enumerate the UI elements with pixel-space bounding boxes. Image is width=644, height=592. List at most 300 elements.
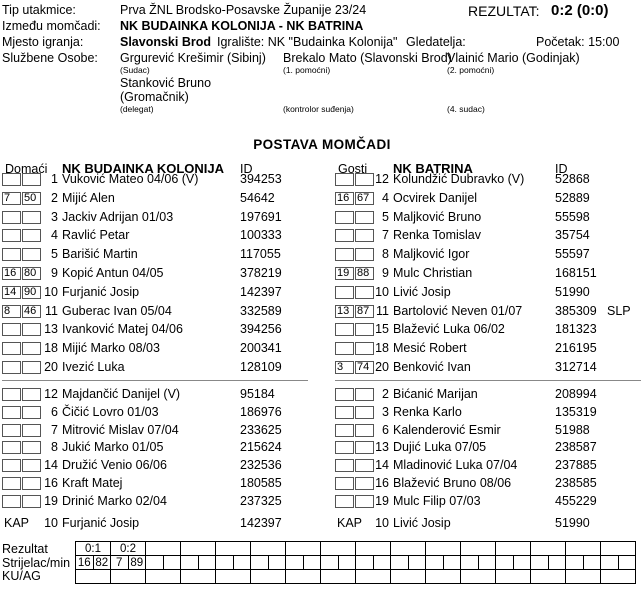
- sub-in-box: [335, 173, 354, 186]
- jersey-number: 3: [382, 404, 389, 419]
- player-row: [2, 305, 320, 319]
- jersey-number: 6: [382, 422, 389, 437]
- player-row: [2, 441, 320, 455]
- scorer-number-cell: 7: [111, 556, 129, 570]
- player-name: Livić Josip: [393, 516, 451, 530]
- player-id: 215624: [240, 440, 282, 455]
- player-name: Renka Karlo: [393, 404, 462, 419]
- scorer-number-cell: [321, 556, 339, 570]
- player-row: [335, 406, 643, 420]
- jersey-number: 8: [51, 440, 58, 455]
- player-row: [2, 173, 320, 187]
- jersey-number: 14: [44, 458, 58, 473]
- player-id: 186976: [240, 404, 282, 419]
- player-name: Mulc Filip 07/03: [393, 493, 481, 508]
- jersey-number: 19: [375, 493, 389, 508]
- delegate-role: (delegat): [120, 104, 154, 114]
- player-id: 54642: [240, 190, 275, 205]
- scorer-number-cell: 16: [76, 556, 94, 570]
- result-cell: [391, 542, 426, 556]
- player-row: [335, 305, 643, 319]
- player-name: Ivanković Matej 04/06: [62, 322, 183, 337]
- assistant2-name: Vlainić Mario (Godinjak): [447, 51, 580, 65]
- side-label: Domaći: [5, 162, 48, 176]
- player-id: 237885: [555, 458, 597, 473]
- jersey-number: 15: [375, 322, 389, 337]
- player-name: Kalenderović Esmir: [393, 422, 501, 437]
- scorer-minute-cell: [618, 556, 636, 570]
- result-cell: [216, 542, 251, 556]
- result-cell: 0:2: [111, 542, 146, 556]
- player-name: Furjanić Josip: [62, 516, 140, 530]
- result-cell: [531, 542, 566, 556]
- player-id: 208994: [555, 387, 597, 401]
- player-id: 455229: [555, 493, 597, 508]
- result-cell: [321, 542, 356, 556]
- player-id: 142397: [240, 516, 282, 530]
- section-title: POSTAVA MOMČADI: [253, 137, 391, 152]
- assistant2-role: (2. pomoćni): [447, 65, 495, 75]
- player-row: [335, 342, 643, 356]
- player-name: Kolundžić Dubravko (V): [393, 172, 525, 186]
- player-row: [335, 388, 643, 402]
- player-id: 238587: [555, 440, 597, 455]
- result-cell: [356, 542, 391, 556]
- player-row: [2, 388, 320, 402]
- kuag-cell: [531, 570, 566, 584]
- player-name: Ravlić Petar: [62, 228, 130, 243]
- team-name: NK BATRINA: [393, 161, 473, 176]
- player-name: Mitrović Mislav 07/04: [62, 422, 179, 437]
- player-name: Čičić Lovro 01/03: [62, 404, 159, 419]
- player-row: [335, 477, 643, 491]
- captain-row: [2, 517, 320, 531]
- player-id: 385309: [555, 303, 597, 318]
- sub-min-box: 88: [355, 267, 374, 280]
- assistant1-name: Brekalo Mato (Slavonski Brod): [283, 51, 452, 65]
- jersey-number: 9: [51, 266, 58, 280]
- jersey-number: 20: [44, 360, 58, 374]
- kickoff-time: Početak: 15:00: [536, 35, 620, 49]
- sub-in-box: [335, 229, 354, 242]
- scorer-number-cell: [531, 556, 549, 570]
- scorer-minute-cell: [338, 556, 356, 570]
- sub-in-box: 16: [335, 192, 354, 205]
- player-row: [335, 441, 643, 455]
- sub-min-box: 87: [355, 305, 374, 318]
- player-row: [335, 323, 643, 337]
- id-column-label: ID: [555, 162, 568, 176]
- sub-min-box: 67: [355, 192, 374, 205]
- sub-min-box: 50: [22, 192, 41, 205]
- scorer-row-label: Strijelac/min: [2, 556, 71, 570]
- result-cell: [601, 542, 636, 556]
- teams-value: NK BUDAINKA KOLONIJA - NK BATRINA: [120, 19, 364, 33]
- scorer-minute-cell: [233, 556, 251, 570]
- match-type-value: Prva ŽNL Brodsko-Posavske Županije 23/24: [120, 3, 367, 17]
- player-id: 232536: [240, 458, 282, 473]
- scorer-minute-cell: [443, 556, 461, 570]
- result-cell: [146, 542, 181, 556]
- player-name: Mulc Christian: [393, 266, 473, 280]
- away-panel: [335, 160, 643, 538]
- sub-in-box: [2, 388, 21, 401]
- jersey-number: 4: [51, 228, 58, 243]
- jersey-number: 3: [51, 209, 58, 224]
- sub-in-box: [335, 248, 354, 261]
- jersey-number: 20: [375, 360, 389, 374]
- player-row: [335, 286, 643, 300]
- jersey-number: 13: [375, 440, 389, 455]
- player-row: [2, 267, 320, 281]
- kuag-cell: [216, 570, 251, 584]
- jersey-number: 10: [375, 284, 389, 299]
- captain-label: KAP: [4, 516, 30, 530]
- scorer-number-cell: [601, 556, 619, 570]
- sub-in-box: [335, 495, 354, 508]
- captain-row: [335, 517, 643, 531]
- scorer-minute-cell: [303, 556, 321, 570]
- kuag-row-label: KU/AG: [2, 569, 41, 583]
- player-name: Majdančić Danijel (V): [62, 387, 181, 401]
- sub-in-box: 14: [2, 286, 21, 299]
- jersey-number: 18: [375, 341, 389, 356]
- player-row: [335, 229, 643, 243]
- match-type-label: Tip utakmice:: [2, 3, 76, 17]
- sub-in-box: [2, 229, 21, 242]
- player-id: 168151: [555, 266, 597, 280]
- jersey-number: 12: [375, 172, 389, 186]
- kuag-cell: [496, 570, 531, 584]
- assistant1-role: (1. pomoćni): [283, 65, 331, 75]
- kuag-cell: [111, 570, 146, 584]
- delegate-place: (Gromačnik): [120, 90, 189, 104]
- player-row: [2, 229, 320, 243]
- player-name: Družić Venio 06/06: [62, 458, 167, 473]
- player-row: [2, 495, 320, 509]
- stadium-value: Igralište: NK "Budainka Kolonija": [217, 35, 398, 49]
- scorer-number-cell: [356, 556, 374, 570]
- jersey-number: 1: [51, 172, 58, 186]
- player-name: Benković Ivan: [393, 360, 471, 374]
- player-id: 51990: [555, 284, 590, 299]
- sub-in-box: [2, 424, 21, 437]
- sub-min-box: 80: [22, 267, 41, 280]
- kuag-cell: [566, 570, 601, 584]
- sub-min-box: 90: [22, 286, 41, 299]
- result-cell: [496, 542, 531, 556]
- player-id: 394256: [240, 322, 282, 337]
- player-id: 52868: [555, 172, 590, 186]
- player-row: [2, 192, 320, 206]
- results-table: [75, 541, 636, 584]
- scorer-number-cell: [391, 556, 409, 570]
- sub-in-box: 3: [335, 361, 354, 374]
- player-id: 55598: [555, 209, 590, 224]
- teams-label: Između momčadi:: [2, 19, 101, 33]
- player-name: Kopić Antun 04/05: [62, 266, 164, 280]
- player-id: 142397: [240, 284, 282, 299]
- jersey-number: 11: [376, 303, 389, 318]
- player-row: [335, 173, 643, 187]
- sub-in-box: [2, 477, 21, 490]
- player-id: 128109: [240, 360, 282, 374]
- player-row: [335, 192, 643, 206]
- scorer-minute-cell: [513, 556, 531, 570]
- player-row: [335, 248, 643, 262]
- player-row: [2, 286, 320, 300]
- scorer-minute-cell: 89: [128, 556, 146, 570]
- player-row: [2, 211, 320, 225]
- sub-in-box: 8: [2, 305, 21, 318]
- player-name: Livić Josip: [393, 284, 451, 299]
- player-name: Mladinović Luka 07/04: [393, 458, 518, 473]
- sub-in-box: 13: [335, 305, 354, 318]
- sub-in-box: [2, 459, 21, 472]
- player-name: Jackiv Adrijan 01/03: [62, 209, 174, 224]
- player-name: Dujić Luka 07/05: [393, 440, 487, 455]
- kuag-cell: [601, 570, 636, 584]
- jersey-number: 12: [44, 387, 58, 401]
- result-cell: [426, 542, 461, 556]
- player-name: Jukić Marko 01/05: [62, 440, 164, 455]
- id-column-label: ID: [240, 162, 253, 176]
- sub-in-box: [335, 441, 354, 454]
- venue-city: Slavonski Brod: [120, 35, 211, 49]
- jersey-number: 2: [51, 190, 58, 205]
- player-name: Blažević Bruno 08/06: [393, 476, 512, 490]
- referee-name: Grgurević Krešimir (Sibinj): [120, 51, 266, 65]
- kuag-cell: [286, 570, 321, 584]
- player-row: [2, 342, 320, 356]
- player-row: [2, 323, 320, 337]
- jersey-number: 14: [375, 458, 389, 473]
- attendance-label: Gledatelja:: [406, 35, 466, 49]
- player-id: 233625: [240, 422, 282, 437]
- jersey-number: 16: [44, 476, 58, 490]
- referee-role: (Sudac): [120, 65, 150, 75]
- scorer-minute-cell: [548, 556, 566, 570]
- player-id: 35754: [555, 228, 590, 243]
- player-id: 55597: [555, 247, 590, 262]
- player-row: [335, 424, 643, 438]
- player-name: Mijić Marko 08/03: [62, 341, 160, 356]
- jersey-number: 13: [44, 322, 58, 337]
- player-name: Mesić Robert: [393, 341, 467, 356]
- sub-in-box: [335, 388, 354, 401]
- player-name: Bićanić Marijan: [393, 387, 478, 401]
- sub-in-box: 16: [2, 267, 21, 280]
- player-id: 237325: [240, 493, 282, 508]
- player-id: 51988: [555, 422, 590, 437]
- player-row: [2, 361, 320, 375]
- player-id: 51990: [555, 516, 590, 530]
- scorer-number-cell: [286, 556, 304, 570]
- scorer-number-cell: [181, 556, 199, 570]
- jersey-number: 8: [382, 247, 389, 262]
- player-row: [335, 495, 643, 509]
- result-cell: 0:1: [76, 542, 111, 556]
- result-label: REZULTAT:: [468, 3, 540, 19]
- sub-in-box: [2, 248, 21, 261]
- player-id: 95184: [240, 387, 275, 401]
- player-row: [2, 248, 320, 262]
- player-id: 100333: [240, 228, 282, 243]
- kuag-cell: [461, 570, 496, 584]
- player-id: 135319: [555, 404, 597, 419]
- scorer-minute-cell: [478, 556, 496, 570]
- kuag-cell: [146, 570, 181, 584]
- home-panel: [2, 160, 320, 538]
- player-row: [335, 211, 643, 225]
- scorer-minute-cell: [268, 556, 286, 570]
- result-cell: [286, 542, 321, 556]
- player-name: Maljković Igor: [393, 247, 470, 262]
- jersey-number: 11: [45, 303, 58, 318]
- squad-divider: [335, 380, 641, 381]
- jersey-number: 9: [382, 266, 389, 280]
- kuag-cell: [356, 570, 391, 584]
- jersey-number: 18: [44, 341, 58, 356]
- jersey-number: 2: [382, 387, 389, 401]
- jersey-number: 10: [375, 516, 389, 530]
- scorer-number-cell: [426, 556, 444, 570]
- player-row: [2, 406, 320, 420]
- sub-in-box: [2, 361, 21, 374]
- scorer-minute-cell: 82: [93, 556, 111, 570]
- player-id: 197691: [240, 209, 282, 224]
- sub-in-box: [2, 342, 21, 355]
- bottom-table-container: [75, 541, 636, 584]
- kuag-cell: [76, 570, 111, 584]
- sub-in-box: [2, 495, 21, 508]
- jersey-number: 5: [382, 209, 389, 224]
- jersey-number: 5: [51, 247, 58, 262]
- sub-in-box: [2, 211, 21, 224]
- jersey-number: 6: [51, 404, 58, 419]
- player-id: 394253: [240, 172, 282, 186]
- player-name: Guberac Ivan 05/04: [62, 303, 172, 318]
- sub-in-box: [2, 441, 21, 454]
- sub-in-box: [335, 323, 354, 336]
- controller-role: (kontrolor suđenja): [283, 104, 354, 114]
- jersey-number: 7: [382, 228, 389, 243]
- jersey-number: 10: [44, 284, 58, 299]
- kuag-cell: [251, 570, 286, 584]
- sub-in-box: [2, 323, 21, 336]
- player-id: 200341: [240, 341, 282, 356]
- sub-min-box: 74: [355, 361, 374, 374]
- player-row: [2, 459, 320, 473]
- player-row: [335, 267, 643, 281]
- player-id: 332589: [240, 303, 282, 318]
- scorer-minute-cell: [583, 556, 601, 570]
- sub-in-box: [335, 477, 354, 490]
- kuag-cell: [181, 570, 216, 584]
- officials-label: Službene Osobe:: [2, 51, 98, 65]
- player-name: Bartolović Neven 01/07: [393, 303, 523, 318]
- player-id: 181323: [555, 322, 597, 337]
- result-cell: [251, 542, 286, 556]
- player-row: [2, 424, 320, 438]
- kuag-cell: [391, 570, 426, 584]
- sub-in-box: [335, 406, 354, 419]
- player-name: Kraft Matej: [62, 476, 123, 490]
- sub-min-box: 46: [22, 305, 41, 318]
- player-name: Renka Tomislav: [393, 228, 482, 243]
- player-id: 378219: [240, 266, 282, 280]
- player-flag: SLP: [607, 303, 631, 318]
- result-cell: [566, 542, 601, 556]
- player-id: 52889: [555, 190, 590, 205]
- scorer-minute-cell: [198, 556, 216, 570]
- sub-in-box: [2, 173, 21, 186]
- player-name: Barišić Martin: [62, 247, 138, 262]
- player-id: 216195: [555, 341, 597, 356]
- scorer-number-cell: [216, 556, 234, 570]
- player-name: Vuković Mateo 04/06 (V): [62, 172, 199, 186]
- player-row: [2, 477, 320, 491]
- player-id: 117055: [240, 247, 281, 262]
- player-name: Ivezić Luka: [62, 360, 125, 374]
- sub-in-box: [335, 286, 354, 299]
- jersey-number: 16: [375, 476, 389, 490]
- jersey-number: 10: [44, 516, 58, 530]
- scorer-number-cell: [146, 556, 164, 570]
- scorer-number-cell: [461, 556, 479, 570]
- sub-in-box: [335, 211, 354, 224]
- kuag-cell: [321, 570, 356, 584]
- result-row-label: Rezultat: [2, 542, 48, 556]
- player-name: Maljković Bruno: [393, 209, 482, 224]
- sub-in-box: [335, 459, 354, 472]
- player-name: Blažević Luka 06/02: [393, 322, 505, 337]
- scorer-number-cell: [251, 556, 269, 570]
- sub-in-box: [335, 342, 354, 355]
- scorer-minute-cell: [373, 556, 391, 570]
- player-name: Mijić Alen: [62, 190, 115, 205]
- player-name: Ocvirek Danijel: [393, 190, 478, 205]
- kuag-cell: [426, 570, 461, 584]
- jersey-number: 7: [51, 422, 58, 437]
- team-name: NK BUDAINKA KOLONIJA: [62, 161, 225, 176]
- player-id: 238585: [555, 476, 597, 490]
- player-row: [335, 361, 643, 375]
- sub-in-box: 7: [2, 192, 21, 205]
- scorer-minute-cell: [408, 556, 426, 570]
- player-id: 312714: [555, 360, 597, 374]
- sub-in-box: [335, 424, 354, 437]
- result-cell: [181, 542, 216, 556]
- jersey-number: 4: [382, 190, 389, 205]
- result-value: 0:2 (0:0): [551, 2, 609, 19]
- player-row: [335, 459, 643, 473]
- result-cell: [461, 542, 496, 556]
- sub-in-box: 19: [335, 267, 354, 280]
- scorer-number-cell: [496, 556, 514, 570]
- scorer-minute-cell: [163, 556, 181, 570]
- venue-label: Mjesto igranja:: [2, 35, 84, 49]
- jersey-number: 19: [44, 493, 58, 508]
- player-id: 180585: [240, 476, 282, 490]
- player-name: Drinić Marko 02/04: [62, 493, 167, 508]
- sub-in-box: [2, 406, 21, 419]
- captain-label: KAP: [337, 516, 363, 530]
- delegate-name: Stanković Bruno: [120, 76, 212, 90]
- squad-divider: [2, 380, 308, 381]
- scorer-number-cell: [566, 556, 584, 570]
- side-label: Gosti: [338, 162, 368, 176]
